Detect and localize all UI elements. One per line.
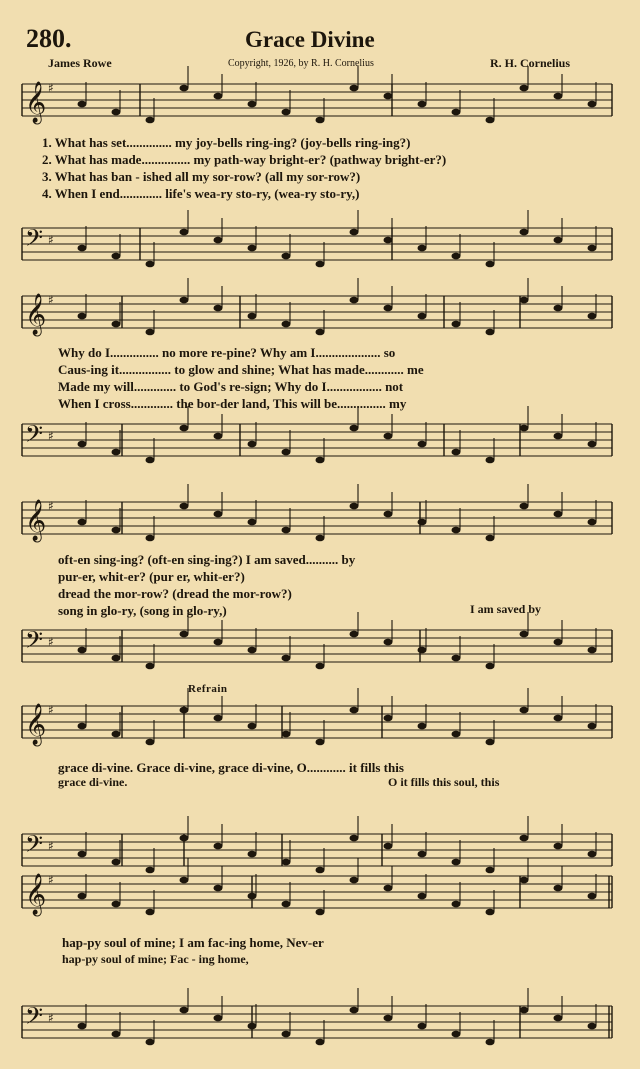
note-head — [588, 893, 597, 900]
note-head — [146, 329, 155, 336]
note-head — [520, 877, 529, 884]
note-head — [214, 511, 223, 518]
note-head — [78, 519, 87, 526]
sharp-icon: ♯ — [48, 873, 54, 887]
note-head — [486, 261, 495, 268]
note-head — [486, 739, 495, 746]
lyric-line: grace di-vine. — [58, 775, 128, 789]
note-head — [282, 655, 291, 662]
note-head — [350, 1007, 359, 1014]
note-head — [316, 739, 325, 746]
note-head — [180, 85, 189, 92]
note-head — [418, 647, 427, 654]
note-head — [316, 1039, 325, 1046]
note-head — [248, 313, 257, 320]
note-head — [418, 723, 427, 730]
note-head — [282, 109, 291, 116]
sharp-icon: ♯ — [48, 1011, 54, 1025]
note-head — [588, 647, 597, 654]
note-head — [350, 835, 359, 842]
note-head — [554, 305, 563, 312]
note-head — [418, 893, 427, 900]
note-head — [78, 1023, 87, 1030]
note-head — [146, 261, 155, 268]
lyric-line: Made my will............. to God's re-sign; Why do I................. not — [58, 379, 404, 394]
note-head — [78, 101, 87, 108]
note-head — [282, 527, 291, 534]
note-head — [112, 731, 121, 738]
note-head — [520, 835, 529, 842]
note-head — [78, 245, 87, 252]
note-head — [452, 109, 461, 116]
note-head — [588, 245, 597, 252]
note-head — [248, 893, 257, 900]
note-head — [554, 885, 563, 892]
treble-clef-icon: 𝄞 — [25, 704, 47, 745]
note-head — [180, 229, 189, 236]
note-head — [112, 109, 121, 116]
note-head — [248, 441, 257, 448]
bass-staff — [0, 610, 640, 686]
sharp-icon: ♯ — [48, 635, 54, 649]
lyric-line: song in glo-ry, (song in glo-ry,) — [58, 603, 227, 618]
note-head — [554, 715, 563, 722]
note-head — [384, 511, 393, 518]
note-head — [350, 503, 359, 510]
note-head — [520, 297, 529, 304]
note-head — [282, 321, 291, 328]
bass-staff — [0, 986, 640, 1062]
lyric-line: grace di-vine. Grace di-vine, grace di-vine, O............ it fills this — [58, 760, 404, 775]
note-head — [78, 647, 87, 654]
note-head — [282, 1031, 291, 1038]
note-head — [214, 237, 223, 244]
note-head — [248, 101, 257, 108]
note-head — [350, 85, 359, 92]
note-head — [384, 433, 393, 440]
note-head — [520, 707, 529, 714]
note-head — [520, 631, 529, 638]
note-head — [486, 329, 495, 336]
note-head — [146, 663, 155, 670]
note-head — [112, 655, 121, 662]
note-head — [282, 449, 291, 456]
note-head — [214, 715, 223, 722]
note-head — [248, 723, 257, 730]
note-head — [554, 639, 563, 646]
note-head — [452, 449, 461, 456]
note-head — [452, 1031, 461, 1038]
sharp-icon: ♯ — [48, 81, 54, 95]
note-head — [384, 715, 393, 722]
note-head — [146, 909, 155, 916]
note-head — [588, 723, 597, 730]
hymn-title: Grace Divine — [245, 27, 375, 52]
treble-clef-icon: 𝄞 — [25, 82, 47, 123]
note-head — [418, 441, 427, 448]
note-head — [588, 101, 597, 108]
note-head — [520, 425, 529, 432]
lyric-line: hap-py soul of mine; Fac - ing home, — [62, 952, 249, 966]
sharp-icon: ♯ — [48, 293, 54, 307]
lyric-line: dread the mor-row? (dread the mor-row?) — [58, 586, 292, 601]
note-head — [554, 433, 563, 440]
treble-staff — [0, 64, 640, 140]
lyric-line: I am saved by — [470, 602, 542, 616]
note-head — [418, 101, 427, 108]
note-head — [384, 237, 393, 244]
note-head — [418, 245, 427, 252]
note-head — [180, 835, 189, 842]
note-head — [180, 707, 189, 714]
note-head — [214, 93, 223, 100]
note-head — [452, 731, 461, 738]
note-head — [384, 305, 393, 312]
note-head — [146, 457, 155, 464]
note-head — [418, 313, 427, 320]
lyric-line: 2. What has made............... my path-way bright-er? (pathway bright-er?) — [42, 152, 447, 167]
note-head — [112, 449, 121, 456]
note-head — [520, 229, 529, 236]
note-head — [350, 877, 359, 884]
note-head — [316, 117, 325, 124]
refrain-label: Refrain — [188, 683, 228, 695]
treble-clef-icon: 𝄞 — [25, 500, 47, 541]
note-head — [486, 909, 495, 916]
bass-staff — [0, 404, 640, 480]
note-head — [180, 631, 189, 638]
note-head — [282, 901, 291, 908]
lyric-line: hap-py soul of mine; I am fac-ing home, Nev-er — [62, 935, 324, 950]
note-head — [214, 1015, 223, 1022]
note-head — [486, 117, 495, 124]
note-head — [214, 843, 223, 850]
note-head — [112, 901, 121, 908]
note-head — [384, 93, 393, 100]
note-head — [384, 885, 393, 892]
bass-clef-icon: 𝄢 — [25, 420, 44, 453]
note-head — [588, 1023, 597, 1030]
note-head — [350, 229, 359, 236]
note-head — [248, 245, 257, 252]
note-head — [520, 85, 529, 92]
note-head — [350, 297, 359, 304]
note-head — [316, 457, 325, 464]
sharp-icon: ♯ — [48, 233, 54, 247]
note-head — [486, 535, 495, 542]
note-head — [554, 1015, 563, 1022]
lyric-line: oft-en sing-ing? (oft-en sing-ing?) I am saved.......... by — [58, 552, 356, 567]
note-head — [112, 321, 121, 328]
note-head — [384, 843, 393, 850]
note-head — [316, 663, 325, 670]
treble-staff — [0, 686, 640, 762]
bass-clef-icon: 𝄢 — [25, 224, 44, 257]
lyric-line: When I cross............. the bor-der land, This will be............... my — [58, 396, 407, 411]
treble-clef-icon: 𝄞 — [25, 294, 47, 335]
note-head — [554, 237, 563, 244]
sharp-icon: ♯ — [48, 703, 54, 717]
note-head — [282, 731, 291, 738]
note-head — [486, 1039, 495, 1046]
lyric-line: Caus-ing it................ to glow and shine; What has made............ me — [58, 362, 424, 377]
note-head — [248, 1023, 257, 1030]
note-head — [486, 663, 495, 670]
note-head — [282, 253, 291, 260]
note-head — [418, 1023, 427, 1030]
note-head — [214, 885, 223, 892]
note-head — [520, 1007, 529, 1014]
note-head — [248, 647, 257, 654]
note-head — [452, 321, 461, 328]
note-head — [452, 527, 461, 534]
bass-clef-icon: 𝄢 — [25, 1002, 44, 1035]
composer-credit: R. H. Cornelius — [490, 56, 571, 70]
note-head — [452, 655, 461, 662]
copyright-notice: Copyright, 1926, by R. H. Cornelius — [228, 58, 374, 69]
note-head — [180, 297, 189, 304]
note-head — [180, 425, 189, 432]
sharp-icon: ♯ — [48, 499, 54, 513]
note-head — [350, 425, 359, 432]
note-head — [350, 631, 359, 638]
note-head — [316, 261, 325, 268]
note-head — [214, 639, 223, 646]
note-head — [180, 1007, 189, 1014]
note-head — [452, 253, 461, 260]
note-head — [316, 535, 325, 542]
note-head — [78, 313, 87, 320]
note-head — [554, 511, 563, 518]
bass-clef-icon: 𝄢 — [25, 830, 44, 863]
lyric-line: Why do I............... no more re-pine? Why am I.................... so — [58, 345, 396, 360]
note-head — [112, 253, 121, 260]
note-head — [112, 527, 121, 534]
bass-clef-icon: 𝄢 — [25, 626, 44, 659]
note-head — [78, 893, 87, 900]
note-head — [214, 305, 223, 312]
sharp-icon: ♯ — [48, 839, 54, 853]
note-head — [588, 441, 597, 448]
note-head — [146, 739, 155, 746]
treble-staff — [0, 276, 640, 352]
lyric-line: pur-er, whit-er? (pur er, whit-er?) — [58, 569, 245, 584]
note-head — [78, 441, 87, 448]
treble-staff — [0, 856, 640, 932]
note-head — [146, 1039, 155, 1046]
note-head — [180, 877, 189, 884]
treble-clef-icon: 𝄞 — [25, 874, 47, 915]
note-head — [452, 901, 461, 908]
bass-staff — [0, 208, 640, 284]
note-head — [214, 433, 223, 440]
note-head — [146, 535, 155, 542]
note-head — [554, 93, 563, 100]
note-head — [384, 1015, 393, 1022]
note-head — [350, 707, 359, 714]
sharp-icon: ♯ — [48, 429, 54, 443]
note-head — [180, 503, 189, 510]
note-head — [588, 519, 597, 526]
lyric-line: O it fills this soul, this — [388, 775, 500, 789]
note-head — [146, 117, 155, 124]
lyric-line: 3. What has ban - ished all my sor-row? (all my sor-row?) — [42, 169, 361, 184]
note-head — [78, 723, 87, 730]
note-head — [520, 503, 529, 510]
note-head — [486, 457, 495, 464]
note-head — [588, 313, 597, 320]
hymn-number: 280. — [26, 24, 72, 53]
note-head — [418, 519, 427, 526]
lyric-line: 4. When I end............. life's wea-ry sto-ry, (wea-ry sto-ry,) — [42, 186, 360, 201]
note-head — [554, 843, 563, 850]
lyric-line: 1. What has set.............. my joy-bells ring-ing? (joy-bells ring-ing?) — [42, 135, 411, 150]
note-head — [248, 519, 257, 526]
note-head — [316, 909, 325, 916]
treble-staff — [0, 482, 640, 558]
note-head — [316, 329, 325, 336]
note-head — [384, 639, 393, 646]
author-credit: James Rowe — [48, 56, 112, 70]
note-head — [112, 1031, 121, 1038]
